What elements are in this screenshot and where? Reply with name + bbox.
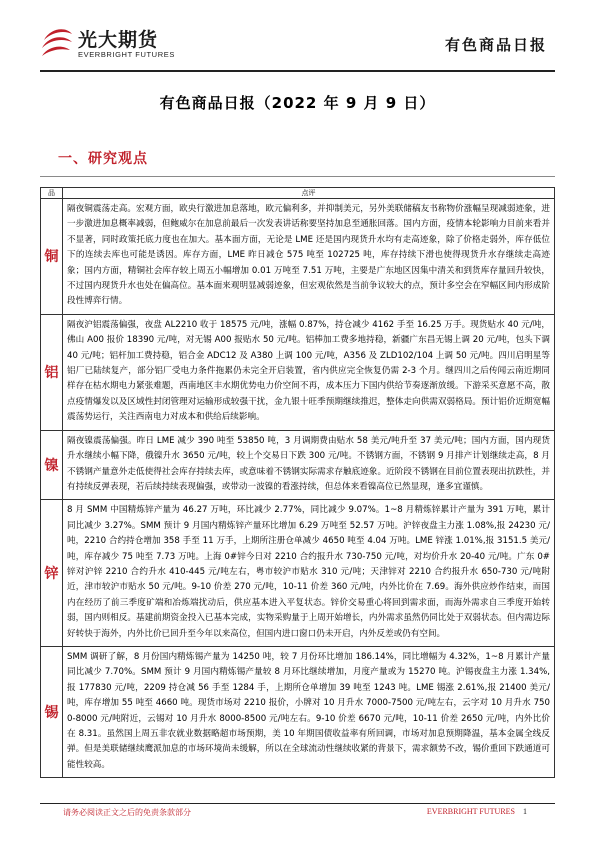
logo-mark-icon — [40, 26, 74, 60]
row-item-label: 铝 — [41, 314, 63, 430]
row-item-label: 锌 — [41, 500, 63, 647]
row-item-label: 锡 — [41, 646, 63, 777]
page-header — [40, 22, 555, 68]
footer-disclaimer: 请务必阅读正文之后的免责条款部分 — [63, 808, 191, 817]
section-divider — [40, 176, 555, 177]
row-comment: 8 月 SMM 中国精炼锌产量为 46.27 万吨，环比减少 2.77%，同比减少 9.07%。1~8 月精炼锌累计产量为 391 万吨，累计同比减少 3.27%。SMM 预计 9 月国内精炼锌产量环比增加 6.29 万吨至 52.57 万吨。沪锌夜盘主力涨 1.08%,报 24230 元/吨，2210 合约持仓增加 358 手至 11 万手，上期所注册仓单减少 4650 吨至 4.04 万吨。LME 锌涨 1.01%,报 3151.5 美元/吨，库存减少 75 吨至 7.73 万吨。上海 0#锌今日对 2210 合约报升水 730-750 元/吨，对均价升水 20-40 元/吨。广东 0#锌对沪锌 2210 合约升水 410-445 元/吨左右，粤市较沪市贴水 310 元/吨；天津锌对 2210 合约报升水 650-730 元/吨附近，津市较沪市贴水 50 元/吨。9-10 价差 270 元/吨，10-11 价差 360 元/吨，内外比价在 7.69。海外供应炒作结束，而国内在经历了前三季度矿端和冶炼端扰动后，供应基本进入平复状态。锌价交易重心将回到需求面，而海外需求自三季度开始转弱，国内则相反。基建前期资金投入已基本完成，实物采购量于上周开始增长，内外需求虽然仍同比处于双弱状态。但内需边际好转快于海外，内外比价已回升至今年以来高位，但国内进口窗口仍未开启，内外反差或仍有空间。 — [63, 500, 555, 647]
table-row-aluminum — [41, 314, 555, 430]
row-item-label: 镍 — [41, 430, 63, 500]
commentary-table — [40, 187, 555, 778]
page-number: 1 — [523, 807, 527, 816]
table-row-nickel — [41, 430, 555, 500]
row-item-label: 铜 — [41, 199, 63, 315]
row-comment: SMM 调研了解，8 月份国内精炼锡产量为 14250 吨，较 7 月份环比增加 186.14%，同比增幅为 4.32%，1~8 月累计产量同比减少 7.70%。SMM 预计 9 月国内精炼锡产量较 8 月环比继续增加，月度产量或为 15270 吨。沪锡夜盘主力涨 1.34%,报 177830 元/吨，2209 持仓减 56 手至 1284 手，上期所仓单增加 39 吨至 1243 吨。LME 锡涨 2.61%,报 21400 美元/吨，库存增加 55 吨至 4660 吨。现货市场对 2210 报价，小牌对 10 月升水 7000-7500 元/吨左右，云字对 10 月升水 7500-8000 元/吨附近，云锡对 10 月升水 8000-8500 元/吨左右。9-10 价差 6670 元/吨，10-11 价差 2650 元/吨，内外比价在 8.31。虽然国上周五非农就业数据略超市场预期，美 10 年期国债收益率有所回调，市场对加息预期降温，基本金属全线反弹。但是美联储继续鹰派加息的市场环境尚未缓解，所以在全球流动性继续收紧的背景下，需求额势不改，锡价重回下跌通道可能性较高。 — [63, 646, 555, 777]
row-comment: 隔夜铜震荡走高。宏观方面，欧央行激进加息落地，欧元偏利多，并抑制美元，另外美联储稿友书称物价涨幅呈现减弱迹象，进一步激进加息概率减弱，但鲍威尔在加息前最后一次发表讲话称要坚持加息至通胀回落。国内方面，疫情本轮影响力目前来看并不显著，同时政策托底力度也在加大。基本面方面，无论是 LME 还是国内现货升水均有走高迹象，除了价格走弱外，库存低位下的连续去库也可能是诱因。库存方面，LME 昨日减仓 575 吨至 102725 吨，库存持续下滑也使得现货升水存继续走高迹象；国内方面，精铜社会库存较上周五小幅增加 0.01 万吨至 7.51 万吨，主要是广东地区因集中清关和到货库存量回升较快，不过国内现货升水也处在偏高位。基本面来观明显减弱迹象，但宏观依然是当前争议较大的点，预计多空会在窄幅区间内形成阶段性博弈行情。 — [63, 199, 555, 315]
footer-company-name: EVERBRIGHT FUTURES — [426, 807, 515, 816]
logo-chinese-name: 光大期货 — [78, 29, 159, 51]
document-title: 有色商品日报（2022 年 9 月 9 日） — [159, 94, 436, 112]
company-logo — [40, 22, 200, 66]
header-item: 品 — [41, 188, 63, 199]
report-name: 有色商品日报 — [444, 36, 547, 54]
footer-divider — [40, 803, 555, 804]
header-comment: 点评 — [63, 188, 555, 199]
row-comment: 隔夜镍震荡偏强。昨日 LME 减少 390 吨至 53850 吨，3 月调期费由贴水 58 美元/吨升至 37 美元/吨；国内方面，国内现货升水继续小幅下降，俄镍升水 3650 元/吨，较上个交易日下跌 300 元/吨。不锈钢方面，不锈钢 9 月排产计划继续走高，8 月不锈钢产量意外走低使得社会库存持续去库，或意味着不锈钢实际需求存触底迹象。近阶段不锈钢在目前位置表现出抗跌性，并有持续反弹表现，若后续持续表现偏强，或带动一波镍的看涨持续，但总体来看镍高位已然显现，逢多宜谨慎。 — [63, 430, 555, 500]
section-heading: 一、研究观点 — [58, 151, 148, 167]
table-row-tin — [41, 646, 555, 777]
footer-company — [427, 807, 527, 816]
table-row-zinc — [41, 500, 555, 647]
table-row-copper — [41, 199, 555, 315]
row-comment: 隔夜沪铝震荡偏强，夜盘 AL2210 收于 18575 元/吨，涨幅 0.87%，持仓减少 4162 手至 16.25 万手。现货贴水 40 元/吨，佛山 A00 报价 18390 元/吨，对无锡 A00 报贴水 50 元/吨。铝棒加工费多地持稳，新疆广东昌无锡上调 20 元/吨，包头下调 40 元/吨；铝杆加工费持稳，铝合金 ADC12 及 A380 上调 100 元/吨，A356 及 ZLD102/104 上调 50 元/吨。四川启明星等铝厂已陆续复产，部分铝厂受电力条件拖累仍未完全开启装置，省内供应完全恢复仍需 2-3 个月。继四川之后传闻云南近期同样存在枯水期电力紧张难题，西南地区丰水期优势电力价空间不再，成本压力下国内供给节奏逐渐放缓。下游采买意愿不高，散点疫情爆发以及区域性封闭管理对运输形成较强干扰，金九银十旺季预期继续推迟，整体走向供需双弱格局。预计铝价近期宽幅震荡势运行，关注西南电力对成本和供给后续影响。 — [63, 314, 555, 430]
table-header-row — [41, 188, 555, 199]
logo-english-name: EVERBRIGHT FUTURES — [78, 50, 175, 59]
header-divider — [40, 70, 555, 72]
